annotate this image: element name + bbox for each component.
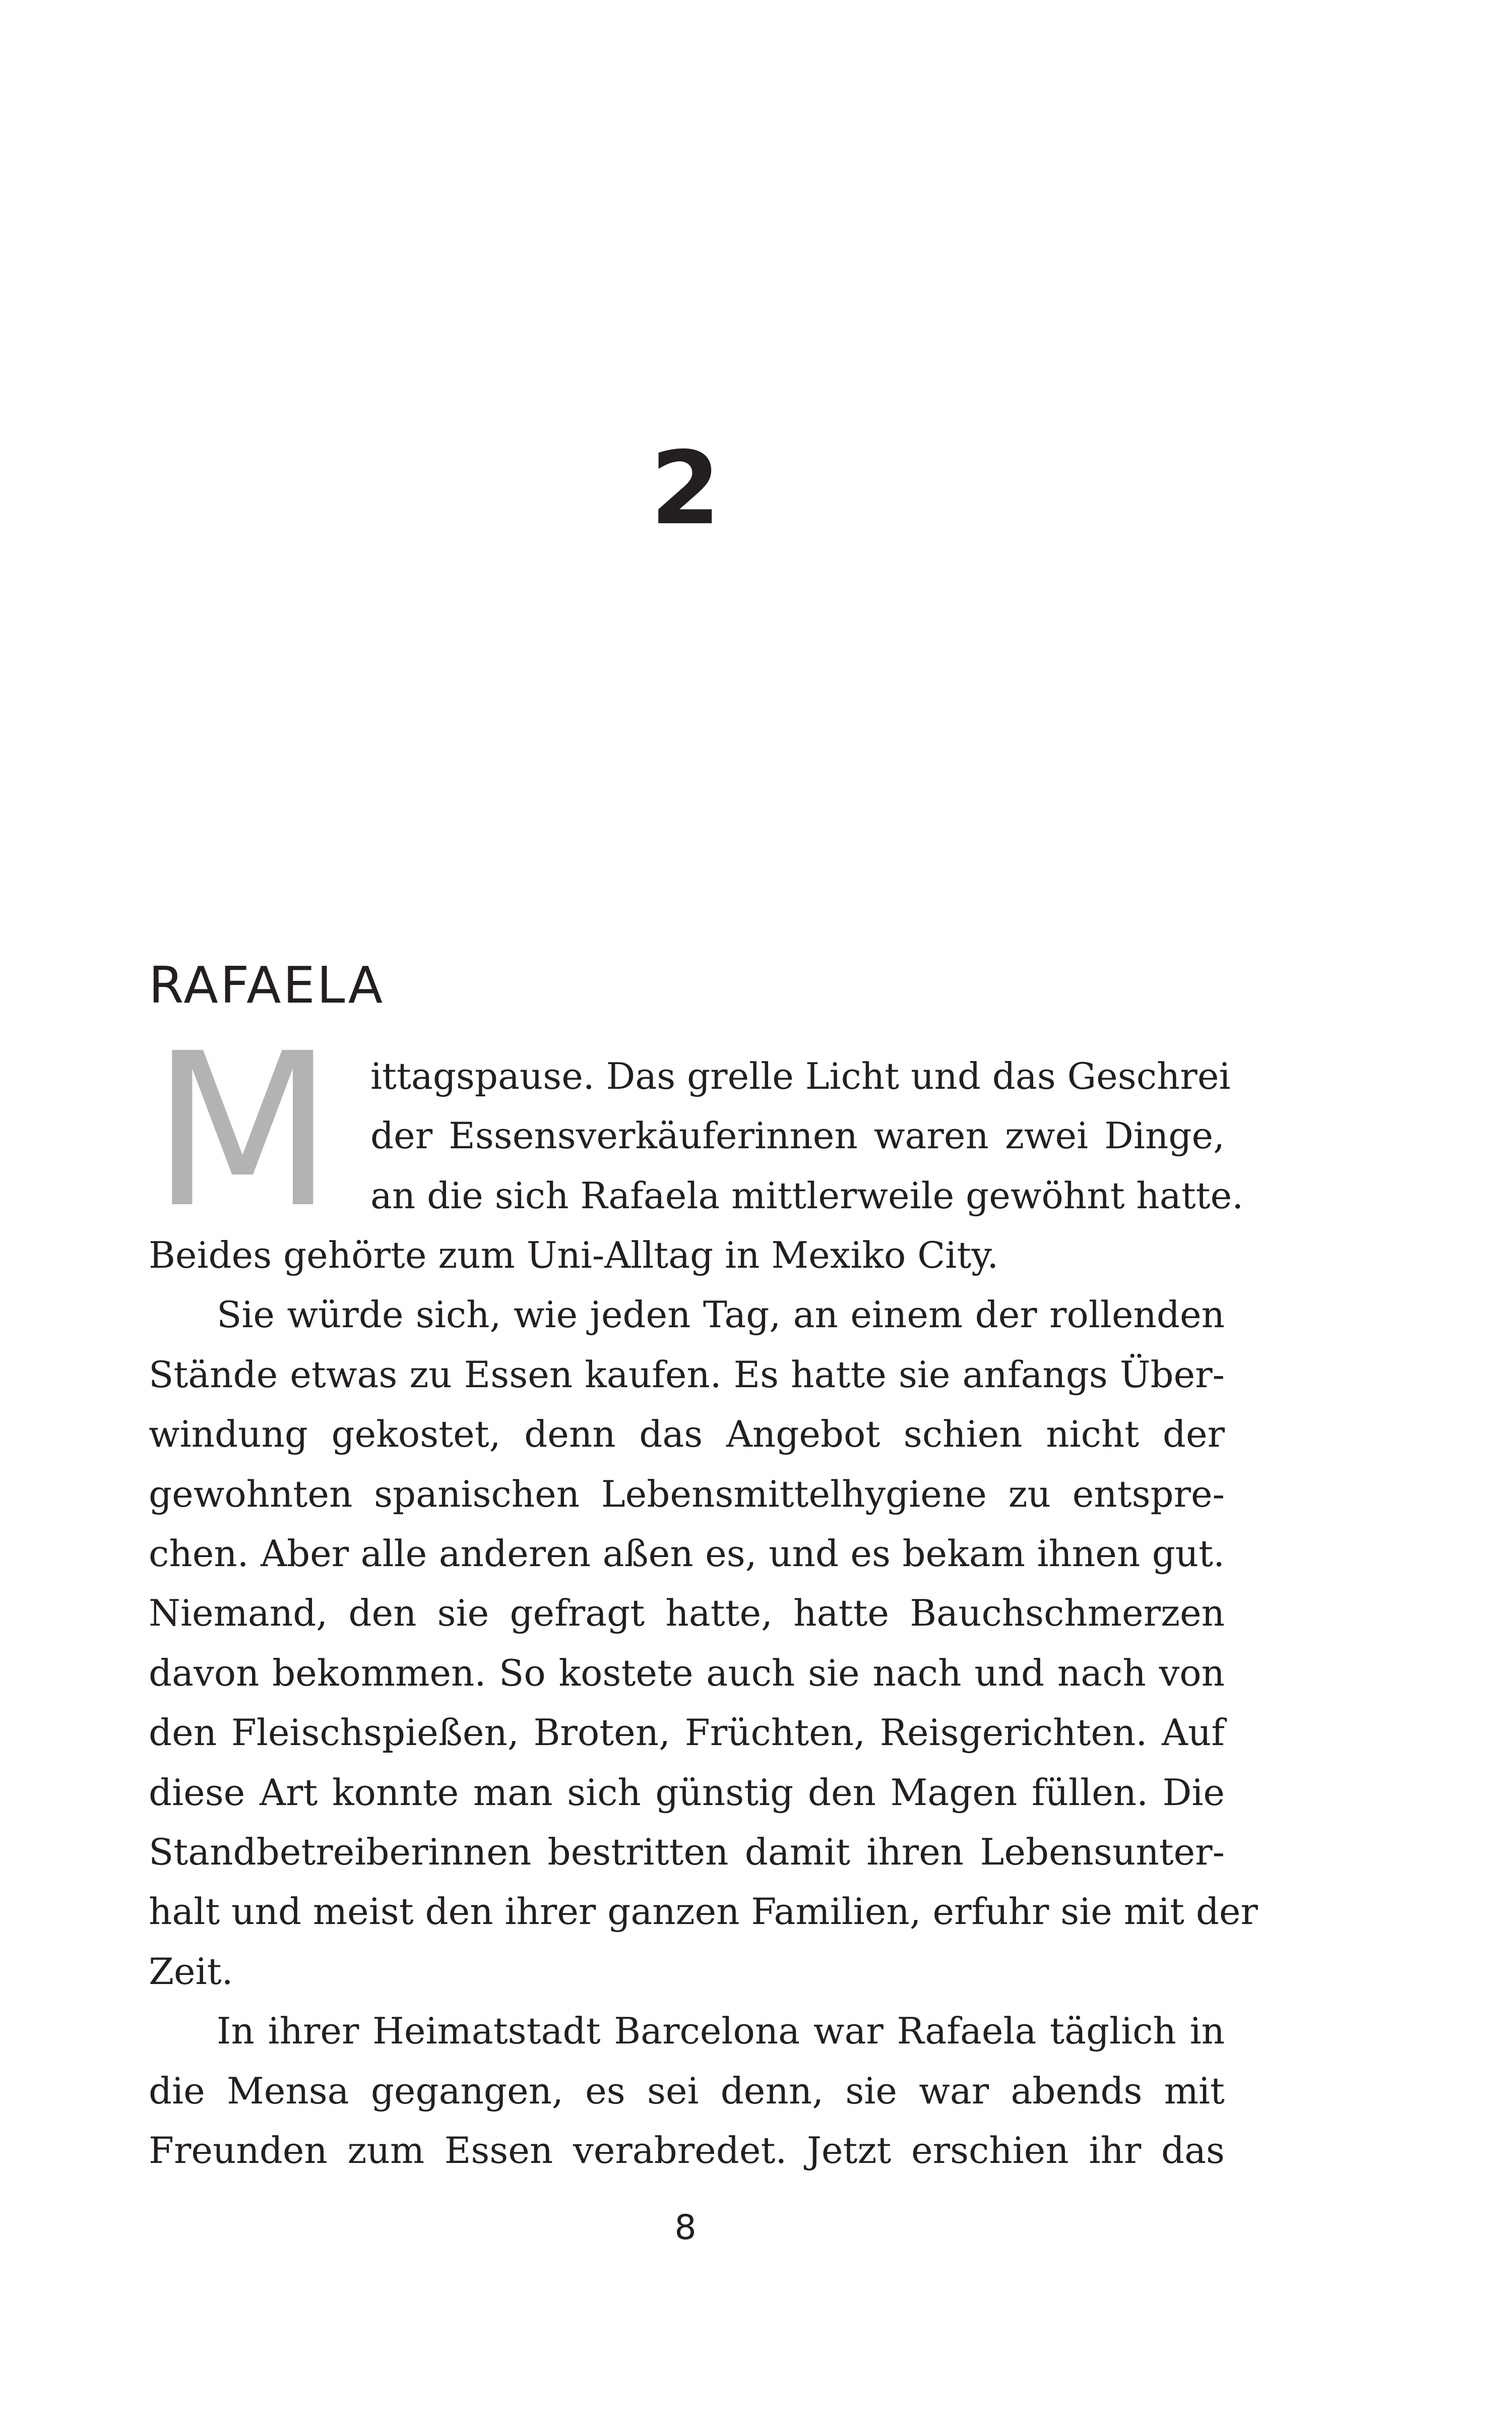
text-line: Freunden zum Essen verabredet. Jetzt erschien ihr das (149, 2129, 1225, 2172)
text-line: Stände etwas zu Essen kaufen. Es hatte sie anfangs Über- (149, 1353, 1225, 1396)
text-line: chen. Aber alle anderen aßen es, und es bekam ihnen gut. (149, 1532, 1225, 1575)
section-heading: RAFAELA (149, 956, 385, 1015)
drop-cap: M (151, 1008, 334, 1255)
text-line: Niemand, den sie gefragt hatte, hatte Bauchschmerzen (149, 1592, 1225, 1634)
text-line: an die sich Rafaela mittlerweile gewöhnt hatte. (370, 1174, 1244, 1217)
text-line: halt und meist den ihrer ganzen Familien, erfuhr sie mit der (149, 1890, 1258, 1933)
text-line: den Fleischspießen, Broten, Früchten, Reisgerichten. Auf (149, 1711, 1225, 1754)
text-line: In ihrer Heimatstadt Barcelona war Rafaela täglich in (217, 2010, 1225, 2052)
text-line: der Essensverkäuferinnen waren zwei Dinge, (370, 1114, 1225, 1157)
text-line: ittagspause. Das grelle Licht und das Geschrei (370, 1055, 1231, 1097)
text-line: die Mensa gegangen, es sei denn, sie war abends mit (149, 2070, 1225, 2112)
chapter-number: 2 (650, 430, 721, 547)
text-line: davon bekommen. So kostete auch sie nach und nach von (149, 1652, 1225, 1694)
text-line: Sie würde sich, wie jeden Tag, an einem der rollenden (217, 1293, 1225, 1336)
text-line: gewohnten spanischen Lebensmittelhygiene zu entspre- (149, 1473, 1225, 1515)
page-number: 8 (674, 2208, 697, 2248)
text-line: Beides gehörte zum Uni-Alltag in Mexiko City. (149, 1234, 999, 1276)
text-line: Zeit. (149, 1950, 233, 1993)
text-line: Standbetreiberinnen bestritten damit ihren Lebensunter- (149, 1831, 1225, 1873)
text-line: windung gekostet, denn das Angebot schien nicht der (149, 1413, 1225, 1455)
text-line: diese Art konnte man sich günstig den Magen füllen. Die (149, 1771, 1225, 1814)
